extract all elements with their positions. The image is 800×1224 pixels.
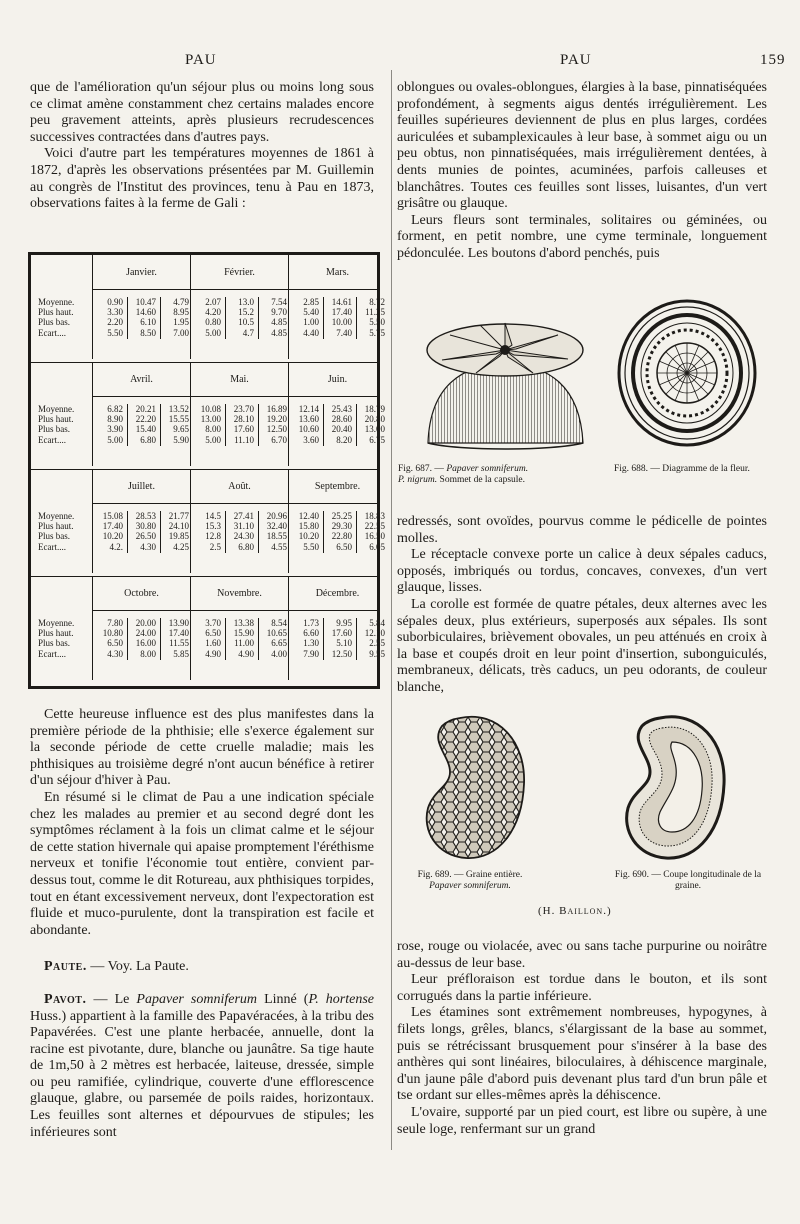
table-value-column [94,404,123,445]
table-cell: 17.40 [168,628,189,639]
flower-diagram-figure [615,298,760,448]
fig-species-2: P. nigrum. [398,475,438,485]
table-cell: 11.25 [365,307,385,318]
table-month-header: Octobre. [124,588,159,599]
table-cell: 8.72 [369,297,385,307]
table-cell: 6.82 [107,404,123,414]
paragraph: redressés, sont ovoïdes, pourvus comme le pédicelle de pointes molles. [397,514,767,546]
fig-species: Papaver somniferum. [446,464,529,474]
table-rule [92,362,93,466]
table-cell: 8.00 [205,424,221,435]
table-month-header: Mai. [230,374,249,385]
table-cell: 5.50 [369,317,385,328]
table-cell: 4.30 [107,648,123,659]
table-cell: 4.20 [205,307,221,318]
paragraph: La corolle est formée de quatre pétales, deux alternes avec les sépales deux, plus extérieurs, superposés aux sépales. Ils sont suborbiculaires, brièvement obovales, un peu atténués en croix à la base et coupés droit en leur point d'insertion, subonguiculés, membraneux, délicats, très caducs, un peu odorants, de couleur blanche, [397,596,767,695]
table-cell: 9.95 [336,618,352,628]
table-month-header: Août. [228,481,251,492]
table-cell: 16.00 [135,638,156,649]
table-cell: 4.85 [271,327,287,338]
table-cell: 2.07 [205,297,221,307]
table-value-column [323,297,352,338]
right-column-top [397,80,767,263]
fig-number: Fig. 687. — [398,464,444,474]
table-cell: 0.80 [205,317,221,328]
table-month-header: Avril. [130,374,153,385]
table-cell: 12.50 [331,648,352,659]
table-cell: 15.08 [102,511,123,521]
table-rule [190,255,191,359]
table-cell: 4.30 [140,541,156,552]
table-value-column [356,618,385,659]
table-cell: 17.60 [233,424,254,435]
table-cell: 6.50 [336,541,352,552]
table-row-labels [38,297,74,338]
fig-number: Fig. 689. — Graine entière. [417,870,523,880]
table-cell: 25.25 [331,511,352,521]
table-value-column [192,618,221,659]
table-cell: 2.5 [209,541,221,552]
table-cell: 4.7 [242,327,254,338]
table-cell: 3.70 [205,618,221,628]
entry-text: — Le [86,991,137,1007]
table-rule [31,576,377,577]
table-cell: 24.00 [135,628,156,639]
table-cell: 22.55 [364,521,385,532]
table-cell: 5.00 [205,434,221,445]
table-cell: 10.5 [238,317,254,328]
table-cell: 21.77 [168,511,189,521]
table-cell: 7.80 [107,618,123,628]
table-value-column [94,511,123,552]
table-cell: 17.40 [331,307,352,318]
table-cell: 10.00 [331,317,352,328]
table-cell: 2.20 [107,317,123,328]
table-row-label: Plus haut. [38,628,74,639]
figure-689-caption [410,870,530,892]
paragraph: Le réceptacle convexe porte un calice à deux sépales caducs, opposés, imbriqués ou tordus, concaves, convexes, d'un vert glauque, lisses. [397,547,767,596]
table-rule [190,469,191,573]
table-cell: 3.30 [107,307,123,318]
table-cell: 23.70 [233,404,254,414]
table-value-column [290,404,319,445]
table-row-label: Moyenne. [38,618,75,628]
table-cell: 4.79 [173,297,189,307]
paragraph: En résumé si le climat de Pau a une indication spéciale chez les malades au premier et au second degré dont les symptômes réclament à la fois un climat calme et le séjour de cette station hivernale qui apaise promptement l'éréthisme nerveux et tonifie l'économie tout entière, convient par-dessus tout, comme le dit Rotureau, aux phthisiques torpides, tout en étant excessivement nerveux, dont l'expectoration est fluide et muco-purulente, dont la transpiration est facile et abondante. [30,789,374,938]
table-rule [92,396,380,397]
table-cell: 6.50 [107,638,123,649]
column-divider [391,70,392,1150]
table-row-label: Moyenne. [38,511,75,521]
table-row-label: Ecart.... [38,327,66,338]
table-cell: 1.60 [205,638,221,649]
table-row-label: Plus bas. [38,424,71,435]
table-rule [288,576,289,680]
table-cell: 20.00 [135,618,156,628]
table-value-column [225,297,254,338]
table-value-column [258,297,287,338]
table-cell: 32.40 [266,521,287,532]
table-cell: 10.47 [135,297,156,307]
table-rule [92,255,93,359]
entry-text: Linné ( [257,991,309,1007]
table-value-column [258,511,287,552]
table-month-header: Mars. [325,267,350,278]
table-cell: 20.80 [364,414,385,425]
table-cell: 5.75 [369,327,385,338]
paragraph: que de l'amélioration qu'un séjour plus ou moins long sous ce climat amène constamment chez certains malades encore peu gravement atteints, après plusieurs recrudescences successives contractées dans d'autres pays. [30,80,374,145]
table-cell: 2.85 [303,297,319,307]
table-rule [92,469,93,573]
table-cell: 12.8 [205,531,221,542]
table-cell: 11.10 [234,434,254,445]
table-row-label: Ecart.... [38,648,66,659]
table-value-column [258,618,287,659]
table-cell: 28.10 [233,414,254,425]
fig-species: Papaver somniferum. [429,881,511,891]
poppy-seed-figure [420,712,530,862]
table-row-label: Ecart.... [38,541,66,552]
table-block [34,255,385,359]
table-rule [31,469,377,470]
figure-690-caption: Fig. 690. — Coupe longitudinale de la graine. [614,870,762,891]
table-cell: 5.85 [173,648,189,659]
table-cell: 8.50 [140,327,156,338]
table-value-column [290,511,319,552]
table-cell: 15.40 [135,424,156,435]
table-cell: 18.55 [266,531,287,542]
table-cell: 28.60 [331,414,352,425]
left-column-bottom [30,707,374,1141]
table-value-column [323,618,352,659]
table-cell: 5.10 [336,638,352,649]
table-value-column [258,404,287,445]
table-cell: 10.65 [266,628,287,639]
table-value-column [160,618,189,659]
table-cell: 13.00 [364,424,385,435]
table-value-column [127,404,156,445]
table-cell: 19.20 [266,414,287,425]
table-cell: 1.30 [303,638,319,649]
table-cell: 7.54 [271,297,287,307]
table-cell: 4.90 [238,648,254,659]
table-cell: 20.21 [135,404,156,414]
table-row-label: Moyenne. [38,404,75,414]
table-cell: 3.60 [303,434,319,445]
paragraph: oblongues ou ovales-oblongues, élargies à la base, pinnatiséquées profondément, à segments aigus dentés irrégulièrement. Les feuilles supérieures deviennent de plus en plus larges, cordées auriculées et subamplexicaules à leur base, à sommet aigu ou un peu obtus, non pinnatiséquées, mais irrégulièrement dentées, à dents munies de pointes, acuminées, parfois calleuses et blanchâtres. Toutes ces feuilles sont lisses, luisantes, d'un vert grisâtre ou glauque. [397,80,767,212]
table-value-column [192,404,221,445]
table-cell: 9.65 [173,424,189,435]
table-value-column [192,297,221,338]
table-cell: 4.00 [271,648,287,659]
table-cell: 9.55 [369,648,385,659]
table-cell: 12.10 [364,628,385,639]
table-cell: 10.08 [200,404,221,414]
table-value-column [160,511,189,552]
table-cell: 12.14 [298,404,319,414]
table-cell: 15.55 [168,414,189,425]
paragraph: Leur préfloraison est tordue dans le bouton, et ils sont corrugués dans la partie inférieure. [397,972,767,1004]
paragraph: rose, rouge ou violacée, avec ou sans tache purpurine ou noirâtre au-dessus de leur base. [397,939,767,971]
table-row-label: Plus bas. [38,531,71,542]
paragraph: Leurs fleurs sont terminales, solitaires ou géminées, ou forment, en petit nombre, une cyme terminale, longuement pédonculée. Les boutons d'abord penchés, puis [397,212,767,261]
table-month-header: Janvier. [126,267,157,278]
table-cell: 24.30 [233,531,254,542]
table-value-column [127,511,156,552]
table-cell: 10.20 [298,531,319,542]
table-cell: 3.90 [107,424,123,435]
table-cell: 5.50 [303,541,319,552]
table-cell: 6.50 [205,628,221,639]
table-cell: 15.80 [298,521,319,532]
table-value-column [127,297,156,338]
table-cell: 14.60 [135,307,156,318]
table-cell: 5.50 [107,327,123,338]
right-column-middle [397,514,767,697]
table-cell: 0.90 [107,297,123,307]
table-cell: 24.10 [168,521,189,532]
left-column-top [30,80,374,213]
table-value-column [94,618,123,659]
table-cell: 6.70 [271,434,287,445]
table-value-column [225,511,254,552]
table-cell: 20.40 [331,424,352,435]
table-rule [190,576,191,680]
fig-description: Sommet de la capsule. [439,475,526,485]
table-cell: 6.80 [140,434,156,445]
table-cell: 4.2. [109,541,123,552]
entry-text: — Voy. La Paute. [86,959,189,975]
table-cell: 8.95 [173,307,189,318]
table-cell: 4.25 [173,541,189,552]
table-cell: 4.55 [271,541,287,552]
paragraph: Cette heureuse influence est des plus manifestes dans la première période de la phthisie; elle s'exerce également sur la seconde période de cette cruelle maladie; mais les phthisiques au troisième degré n'ont aucun bénéfice à retirer d'un séjour d'hiver à Pau. [30,707,374,789]
table-cell: 13.52 [168,404,189,414]
table-cell: 6.65 [271,638,287,649]
entry-keyword: Pavot. [44,991,87,1007]
table-block [34,576,385,680]
table-cell: 17.60 [331,628,352,639]
table-row-label: Plus haut. [38,307,74,318]
table-row-labels [38,404,74,445]
table-rule [288,469,289,573]
entry-keyword: Paute. [44,959,87,975]
table-cell: 22.20 [135,414,156,425]
table-month-header: Décembre. [315,588,360,599]
paragraph: Voici d'autre part les températures moyennes de 1861 à 1872, d'après les observations présentées par M. Guillemin au congrès de l'Institut des provinces, tenu à Pau en 1873, observations faites à la ferme de Gali : [30,146,374,212]
table-cell: 10.80 [102,628,123,639]
table-cell: 4.90 [205,648,221,659]
table-cell: 6.05 [369,541,385,552]
figure-credit: (H. Baillon.) [538,905,612,917]
table-value-column [94,297,123,338]
table-cell: 16.50 [364,531,385,542]
paragraph: Les étamines sont extrêmement nombreuses, hypogynes, à filets longs, grêles, blancs, s'élargissant de la base au sommet, puis se rétrécissant brusquement pour s'insérer à la base des anthères qui sont linéaires, biloculaires, à déhiscence marginale, d'un jaune pâle d'abord puis devenant plus tard d'un brun pâle et tse ordant sur elles-mêmes après la déhiscence. [397,1005,767,1104]
table-row-label: Plus haut. [38,414,74,425]
table-cell: 10.60 [298,424,319,435]
table-value-column [160,404,189,445]
table-cell: 5.00 [107,434,123,445]
table-cell: 8.90 [107,414,123,425]
table-value-column [290,618,319,659]
table-cell: 14.61 [331,297,352,307]
table-rule [190,362,191,466]
table-month-header: Novembre. [217,588,262,599]
table-rule [288,362,289,466]
table-cell: 1.95 [173,317,189,328]
table-cell: 7.00 [173,327,189,338]
table-cell: 6.75 [369,434,385,445]
table-value-column [225,618,254,659]
table-cell: 10.20 [102,531,123,542]
table-cell: 15.3 [205,521,221,532]
table-value-column [192,511,221,552]
table-value-column [160,297,189,338]
table-block [34,469,385,573]
table-cell: 6.60 [303,628,319,639]
entry-paute [30,959,374,976]
entry-text: Huss.) appartient à la famille des Papavéracées, à la tribu des Papavérées. C'est une plante herbacée, annuelle, dont la racine est pivotante, dure, blanche ou jaunâtre. Sa tige haute de 1m,50 à 2 mètres est herbacée, laiteuse, dressée, simple ou peu ramifiée, cylindrique, couverte d'une efflorescence glauque, glabre, ou parsemée de poils raides, horizontaux. Les feuilles sont alternes et dépourvues de stipules; les inférieures sont [30,1008,374,1140]
table-row-label: Plus bas. [38,638,71,649]
table-cell: 6.10 [140,317,156,328]
seed-section-figure [620,712,730,862]
table-rule [92,610,380,611]
table-cell: 30.80 [135,521,156,532]
table-value-column [323,404,352,445]
table-value-column [356,511,385,552]
table-cell: 6.80 [238,541,254,552]
table-row-label: Ecart.... [38,434,66,445]
table-cell: 13.00 [200,414,221,425]
table-cell: 8.54 [271,618,287,628]
table-cell: 9.70 [271,307,287,318]
entry-pavot [30,992,374,1141]
table-cell: 15.2 [238,307,254,318]
running-head-left: PAU [185,52,217,68]
table-row-label: Moyenne. [38,297,75,307]
table-value-column [356,297,385,338]
synonym-name: P. hortense [308,991,375,1007]
table-value-column [225,404,254,445]
table-cell: 25.43 [331,404,352,414]
right-column-bottom [397,939,767,1138]
figure-687-caption [398,464,608,486]
table-cell: 29.30 [331,521,352,532]
table-cell: 15.90 [233,628,254,639]
table-month-header: Septembre. [314,481,361,492]
table-row-label: Plus bas. [38,317,71,328]
table-cell: 31.10 [233,521,254,532]
table-month-header: Juin. [327,374,348,385]
table-cell: 14.5 [205,511,221,521]
table-cell: 13.90 [168,618,189,628]
page-number: 159 [760,52,786,68]
table-value-column [290,297,319,338]
table-cell: 26.50 [135,531,156,542]
table-rule [31,362,377,363]
table-cell: 27.41 [233,511,254,521]
table-cell: 7.90 [303,648,319,659]
table-cell: 13.0 [238,297,254,307]
table-cell: 2.55 [369,638,385,649]
table-cell: 22.80 [331,531,352,542]
table-cell: 4.40 [303,327,319,338]
table-rule [92,576,93,680]
table-block [34,362,385,466]
table-cell: 11.00 [234,638,254,649]
temperature-table [28,252,385,689]
table-row-label: Plus haut. [38,521,74,532]
running-head-right: PAU [560,52,592,68]
table-cell: 12.50 [266,424,287,435]
table-month-header: Février. [224,267,255,278]
table-cell: 20.96 [266,511,287,521]
table-cell: 19.85 [168,531,189,542]
table-cell: 1.73 [303,618,319,628]
table-cell: 5.00 [205,327,221,338]
table-cell: 5.84 [369,618,385,628]
table-cell: 5.40 [303,307,319,318]
table-cell: 13.60 [298,414,319,425]
table-cell: 8.20 [336,434,352,445]
table-cell: 13.38 [233,618,254,628]
table-cell: 18.83 [364,511,385,521]
table-cell: 4.85 [271,317,287,328]
table-rule [288,255,289,359]
table-cell: 7.40 [336,327,352,338]
table-cell: 12.40 [298,511,319,521]
table-cell: 17.40 [102,521,123,532]
table-cell: 5.90 [173,434,189,445]
table-cell: 1.00 [303,317,319,328]
table-cell: 16.89 [266,404,287,414]
species-name: Papaver somniferum [136,991,258,1007]
table-rule [92,289,380,290]
table-row-labels [38,618,74,659]
table-month-header: Juillet. [128,481,155,492]
table-rule [92,503,380,504]
table-cell: 8.00 [140,648,156,659]
table-value-column [356,404,385,445]
table-value-column [127,618,156,659]
figure-688-caption: Fig. 688. — Diagramme de la fleur. [614,464,750,474]
paragraph: L'ovaire, supporté par un pied court, est libre ou supère, à une seule loge, renfermant sur un grand [397,1104,767,1137]
table-cell: 28.53 [135,511,156,521]
poppy-capsule-figure [408,305,603,455]
table-cell: 18.79 [364,404,385,414]
table-row-labels [38,511,74,552]
table-cell: 11.55 [169,638,189,649]
table-value-column [323,511,352,552]
